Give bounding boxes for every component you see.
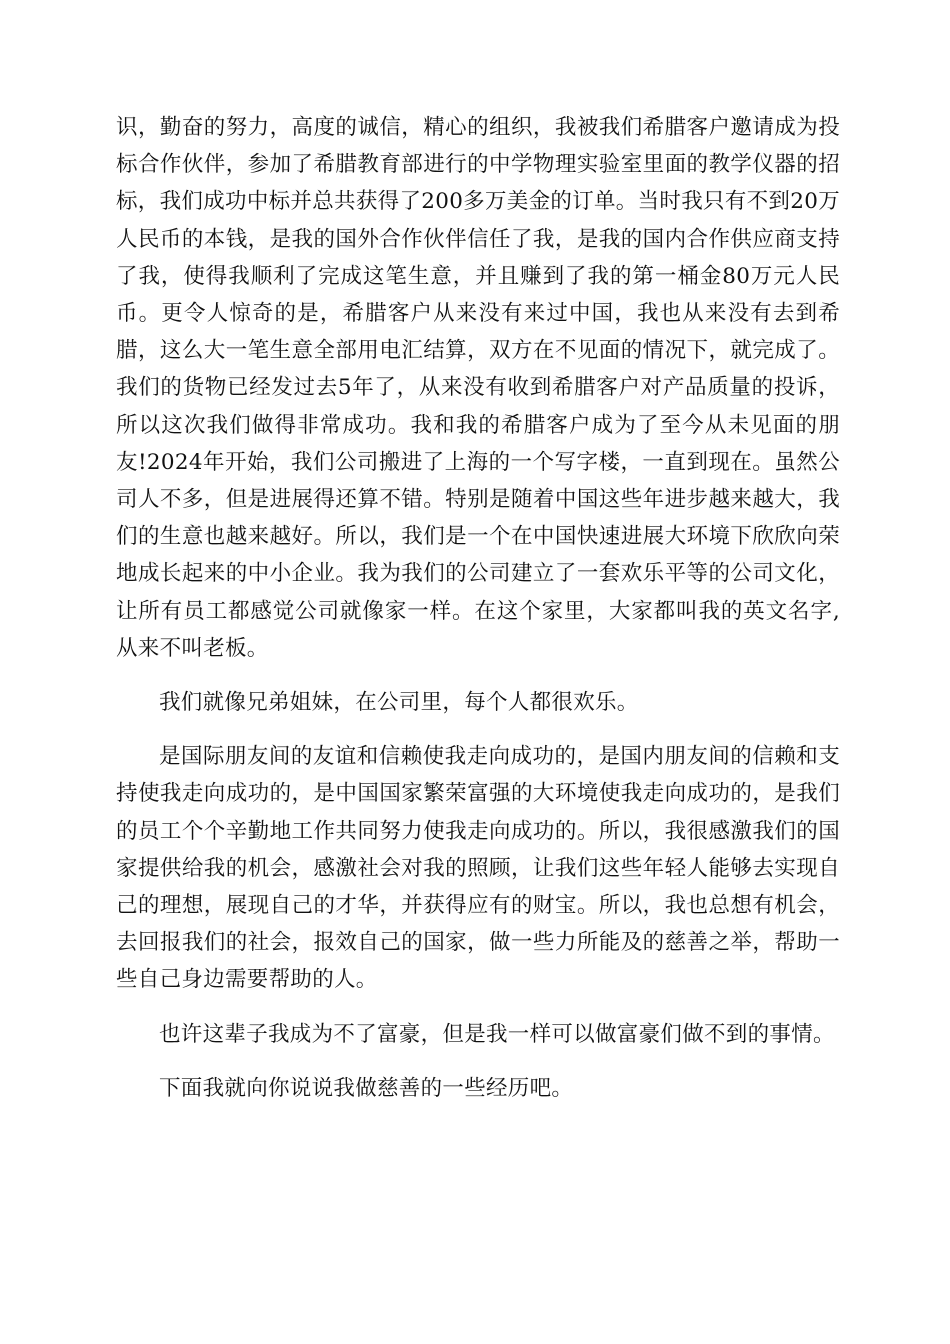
paragraph-charity-intro: 下面我就向你说说我做慈善的一些经历吧。	[159, 1075, 574, 1101]
paragraph-brothers-sisters: 我们就像兄弟姐妹，在公司里，每个人都很欢乐。	[159, 690, 639, 716]
paragraph-success-reasons: 是国际朋友间的友谊和信赖使我走向成功的，是国内朋友间的信赖和支持使我走向成功的，是中国国家繁荣富强的大环境使我走向成功的，是我们的员工个个辛勤地工作共同努力使我走向成功的。所以，我很感激我们的国家提供给我的机会，感激社会对我的照顾，让我们这些年轻人能够去实现自己的理想，展现自己的才华，并获得应有的财宝。所以，我也总想有机会，去回报我们的社会，报效自己的国家，做一些力所能及的慈善之举，帮助一些自己身边需要帮助的人。	[116, 744, 840, 993]
body-text	[116, 109, 840, 1124]
paragraph-not-rich: 也许这辈子我成为不了富豪，但是我一样可以做富豪们做不到的事情。	[159, 1021, 835, 1047]
paragraph-business-story: 识，勤奋的努力，高度的诚信，精心的组织，我被我们希腊客户邀请成为投标合作伙伴，参加了希腊教育部进行的中学物理实验室里面的教学仪器的招标，我们成功中标并总共获得了200多万美金的订单。当时我只有不到20万人民币的本钱，是我的国外合作伙伴信任了我，是我的国内合作供应商支持了我，使得我顺利了完成这笔生意，并且赚到了我的第一桶金80万元人民币。更令人惊奇的是，希腊客户从来没有来过中国，我也从来没有去到希腊，这么大一笔生意全部用电汇结算，双方在不见面的情况下，就完成了。我们的货物已经发过去5年了，从来没有收到希腊客户对产品质量的投诉，所以这次我们做得非常成功。我和我的希腊客户成为了至今从未见面的朋友!2024年开始，我们公司搬进了上海的一个写字楼，一直到现在。虽然公司人不多，但是进展得还算不错。特别是随着中国这些年进步越来越大，我们的生意也越来越好。所以，我们是一个在中国快速进展大环境下欣欣向荣地成长起来的中小企业。我为我们的公司建立了一套欢乐平等的公司文化，让所有员工都感觉公司就像家一样。在这个家里，大家都叫我的英文名字,从来不叫老板。	[116, 115, 840, 661]
